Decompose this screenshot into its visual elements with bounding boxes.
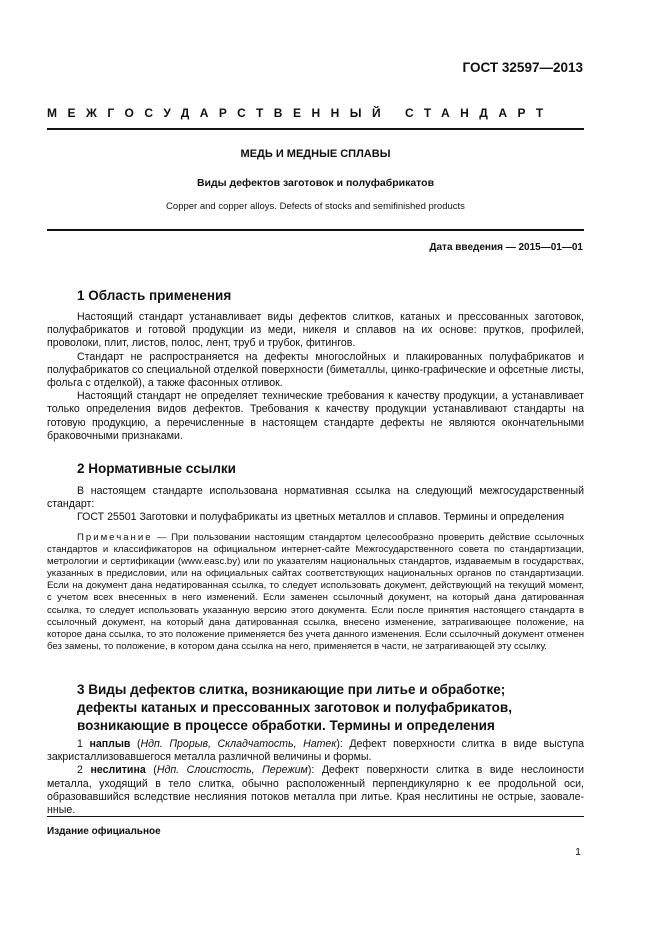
section-3-heading (77, 681, 512, 735)
note-text: — При пользовании настоящим стандартом целесообразно проверить действие ссылочных стандартов и классификаторов на официальном интернет-сайте Межгосударственного совета по стандартизации, метрологии и сертификации (www.easc.by) или по указателям национальных стандартов, издаваемым в государствах, указанных в предисловии, или на официальных сайтах соответствующих национальных органов по стандартизации. Если на документ дана недатированная ссылка, то следует использовать документ, действующий на текущий момент, с учетом всех внесенных в него изменений. Если заменен ссылочный документ, на который дана датированная ссылка, то следует использовать указанную версию этого документа. Если после принятия настоящего стандарта в ссылочный документ, на который дана датированная ссылка, внесено изменение, затрагивающее положение, на которое дана ссылка, то это положение применяется без учета данного изменения. Если ссылочный документ отменен без замены, то положение, в котором дана ссылка на него, применяется в части, не затрагивающей эту ссылку. (47, 532, 584, 652)
section-1-heading: 1 Область применения (77, 288, 232, 303)
term-2-name: неслитина (90, 764, 146, 777)
official-edition-label: Издание официальное (47, 826, 161, 837)
introduction-date: Дата введения — 2015—01—01 (429, 242, 583, 253)
term-1-synonyms: Ндп. Прорыв, Складчатость, Натек (140, 738, 337, 750)
section-2-heading: 2 Нормативные ссылки (77, 461, 236, 476)
term-1-name: наплыв (89, 738, 131, 750)
section-2-body (47, 485, 584, 525)
title-rule (47, 229, 584, 231)
section-3-body (47, 738, 584, 817)
note-label: Примечание (77, 532, 153, 543)
section-1-paragraph: Стандарт не распространяется на дефекты многослойных и плакированных полуфабрикатов и полуфабрикатов со специальной отделкой поверхности (биметаллы, цинко-графические и офсетные листы, фольга с отделкой), а также фасонных отливок. (47, 350, 584, 390)
term-1: 1 наплыв (Ндп. Прорыв, Складчатость, Натек): Дефект поверхности слитка в виде выступа закристаллизовавшегося металла различной величины и формы. (47, 738, 584, 764)
section-1-body (47, 311, 584, 443)
section-3-heading-line: возникающие в процессе обработки. Термины и определения (77, 718, 495, 733)
section-3-heading-line: 3 Виды дефектов слитка, возникающие при литье и обработке; (77, 682, 506, 697)
top-rule (47, 128, 584, 130)
section-2-paragraph: В настоящем стандарте использована нормативная ссылка на следующий межгосударственный стандарт: (47, 485, 584, 511)
term-2-synonyms: Ндп. Слоистость, Пережим (156, 764, 308, 777)
section-1-paragraph: Настоящий стандарт не определяет технические требования к качеству продукции, а устанавливает только определения видов дефектов. Требования к качеству продукции устанавливают стандарты на готовую продукцию, а перечисленные в настоящем стандарте дефекты не являются окончательными браковочными признаками. (47, 390, 584, 442)
standard-title: МЕДЬ И МЕДНЫЕ СПЛАВЫ (240, 148, 391, 160)
term-2: 2 неслитина (Ндп. Слоистость, Пережим): Дефект поверхности слитка в виде неслоиности металла, уходящий в тело слитка, обычно расположенный перпендикулярно к ее продольной оси, образовавшийся вследствие неслияния потоков металла при литье. Края неслитины не острые, заоваленные. (47, 764, 584, 817)
page-number: 1 (575, 846, 581, 858)
standard-title-english: Copper and copper alloys. Defects of stocks and semifinished products (166, 201, 465, 212)
section-3-heading-line: дефекты катаных и прессованных заготовок и полуфабрикатов, (77, 700, 512, 715)
section-2-note (47, 532, 584, 653)
interstate-standard-heading: МЕЖГОСУДАРСТВЕННЫЙ СТАНДАРТ (47, 106, 554, 120)
document-code: ГОСТ 32597—2013 (462, 60, 583, 75)
section-2-reference: ГОСТ 25501 Заготовки и полуфабрикаты из цветных металлов и сплавов. Термины и определения (77, 511, 565, 524)
standard-subtitle: Виды дефектов заготовок и полуфабрикатов (196, 177, 435, 189)
section-1-paragraph: Настоящий стандарт устанавливает виды дефектов слитков, катаных и прессованных заготовок, полуфабрикатов и готовой продукции из меди, никеля и сплавов на их основе: прутков, профилей, проволоки, плит, листов, полос, лент, труб и трубок, фитингов. (47, 311, 584, 350)
footer-rule (47, 816, 584, 817)
